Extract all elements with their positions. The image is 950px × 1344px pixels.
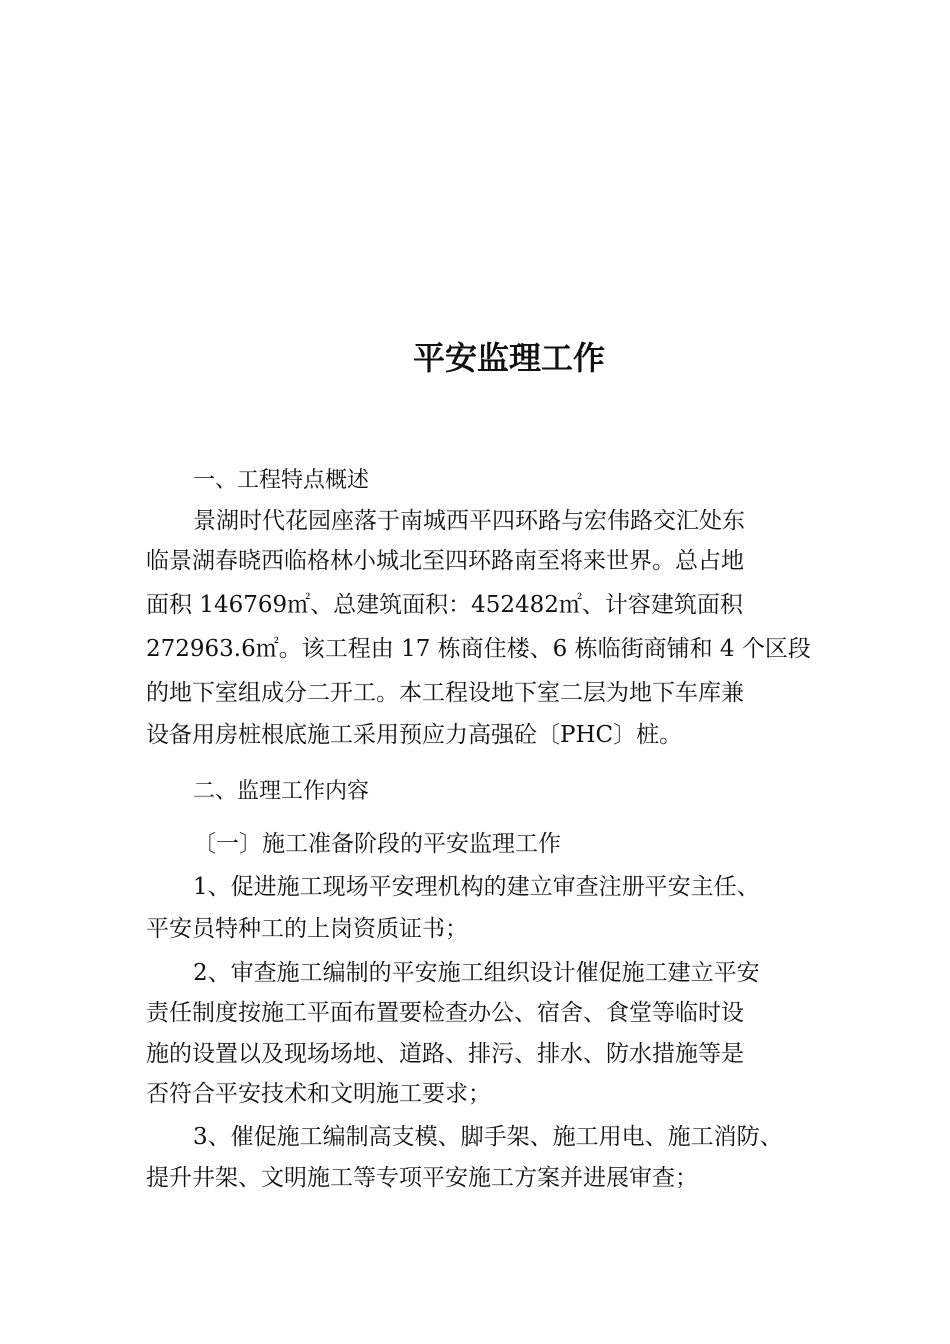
subsection-heading: 〔一〕施工准备阶段的平安监理工作 xyxy=(193,831,561,857)
list-item-line: 否符合平安技术和文明施工要求； xyxy=(146,1081,491,1107)
list-item-line: 施的设置以及现场场地、道路、排污、排水、防水措施等是 xyxy=(146,1041,744,1067)
document-title: 平安监理工作 xyxy=(412,339,605,377)
list-item-line: 2、审查施工编制的平安施工组织设计催促施工建立平安 xyxy=(193,960,760,986)
list-item-line: 3、催促施工编制高支模、脚手架、施工用电、施工消防、 xyxy=(193,1124,783,1150)
section-heading-content: 二、监理工作内容 xyxy=(193,779,370,804)
paragraph-line: 设备用房桩根底施工采用预应力高强砼〔PHC〕桩。 xyxy=(146,722,683,748)
paragraph-line: 临景湖春晓西临格林小城北至四环路南至将来世界。总占地 xyxy=(146,548,744,574)
paragraph-line: 272963.6㎡。该工程由 17 栋商住楼、6 栋临街商铺和 4 个区段 xyxy=(146,636,811,662)
section-heading-overview: 一、工程特点概述 xyxy=(193,468,370,493)
list-item-line: 平安员特种工的上岗资质证书； xyxy=(146,916,468,942)
list-item-line: 1、促进施工现场平安理机构的建立审查注册平安主任、 xyxy=(193,874,760,900)
paragraph-line: 景湖时代花园座落于南城西平四环路与宏伟路交汇处东 xyxy=(193,508,745,534)
paragraph-line: 面积 146769㎡、总建筑面积：452482㎡、计容建筑面积 xyxy=(146,592,743,618)
list-item-line: 提升井架、文明施工等专项平安施工方案并进展审查； xyxy=(146,1165,698,1191)
list-item-line: 责任制度按施工平面布置要检查办公、宿舍、食堂等临时设 xyxy=(146,1000,744,1026)
paragraph-line: 的地下室组成分二开工。本工程设地下室二层为地下车库兼 xyxy=(146,680,744,706)
